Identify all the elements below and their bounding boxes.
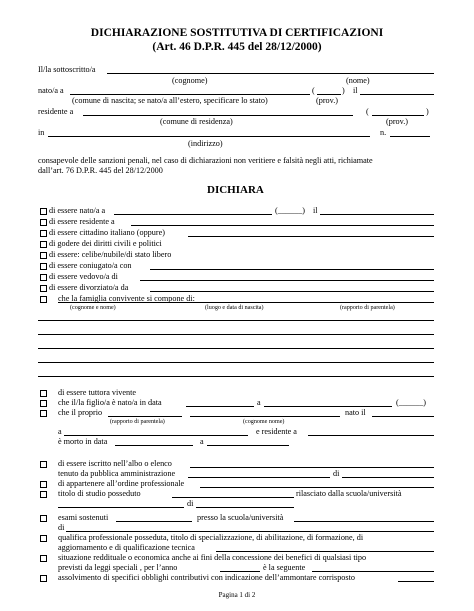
cognome-nome-caption: (cognome e nome) bbox=[70, 305, 116, 311]
comune-residenza-field[interactable] bbox=[83, 115, 353, 116]
figlio-luogo-field[interactable] bbox=[264, 406, 392, 407]
tenuto-di-label: di bbox=[333, 469, 340, 478]
celibe-label: di essere: celibe/nubile/di stato libero bbox=[49, 250, 172, 259]
checkbox-cittadino[interactable] bbox=[40, 230, 47, 237]
famiglia-row-1[interactable] bbox=[38, 320, 434, 321]
prov-nascita-field[interactable] bbox=[317, 94, 341, 95]
proprio-rapporto-field[interactable] bbox=[108, 416, 182, 417]
checkbox-famiglia[interactable] bbox=[40, 296, 47, 303]
assolvimento-label: assolvimento di specifici obblighi contributivi con indicazione dell’ammontare corrisposto bbox=[58, 573, 355, 582]
tenuto-di-field[interactable] bbox=[342, 477, 434, 478]
divorziato-field[interactable] bbox=[150, 291, 434, 292]
situazione-line-1: situazione reddituale o economica anche ai fini della concessione dei benefici di qualsiasi tipo bbox=[58, 553, 367, 562]
checkbox-esami[interactable] bbox=[40, 515, 47, 522]
titolo-di-label: di bbox=[187, 499, 194, 508]
vedovo-label: di essere vedovo/a di bbox=[49, 272, 118, 281]
il-label: il bbox=[353, 86, 358, 95]
checkbox-situazione[interactable] bbox=[40, 555, 47, 562]
prov-caption-2: (prov.) bbox=[386, 117, 408, 126]
diritti-label: di godere dei diritti civili e politici bbox=[49, 239, 162, 248]
checkbox-ordine[interactable] bbox=[40, 481, 47, 488]
vedovo-field[interactable] bbox=[140, 280, 434, 281]
qualifica-line-2: aggiornamento e di qualificazione tecnica bbox=[58, 543, 195, 552]
cittadino-field[interactable] bbox=[188, 236, 434, 237]
morto-label: è morto in data bbox=[58, 437, 108, 446]
ordine-label: di appartenere all’ordine professionale bbox=[58, 479, 185, 488]
coniugato-field[interactable] bbox=[150, 269, 434, 270]
famiglia-row-4[interactable] bbox=[38, 362, 434, 363]
residente-label: di essere residente a bbox=[49, 217, 115, 226]
checkbox-assolvimento[interactable] bbox=[40, 575, 47, 582]
checkbox-vivente[interactable] bbox=[40, 390, 47, 397]
morto-luogo-field[interactable] bbox=[207, 445, 289, 446]
sottoscritto-label: Il/la sottoscritto/a bbox=[38, 65, 96, 74]
famiglia-field-1[interactable] bbox=[58, 302, 434, 303]
prov-residenza-field[interactable] bbox=[372, 115, 424, 116]
document-subtitle: (Art. 46 D.P.R. 445 del 28/12/2000) bbox=[152, 41, 322, 53]
consapevole-line-1: consapevole delle sanzioni penali, nel caso di dichiarazioni non veritiere e falsità negli atti, richiamate bbox=[38, 156, 373, 165]
residente-a-label: residente a bbox=[38, 107, 74, 116]
vivente-label: di essere tuttora vivente bbox=[58, 388, 136, 397]
morto-a-label: a bbox=[200, 437, 204, 446]
paren-close: ) bbox=[342, 86, 345, 95]
nato-il-field[interactable] bbox=[320, 214, 434, 215]
famiglia-row-5[interactable] bbox=[38, 376, 434, 377]
morto-data-field[interactable] bbox=[115, 445, 193, 446]
rilasciato-label: rilasciato dalla scuola/università bbox=[296, 489, 402, 498]
nato-il-label-2: nato il bbox=[345, 408, 366, 417]
luogo-nascita-field[interactable] bbox=[70, 94, 310, 95]
divorziato-label: di essere divorziato/a da bbox=[49, 283, 129, 292]
checkbox-nato[interactable] bbox=[40, 208, 47, 215]
coniugato-label: di essere coniugato/a con bbox=[49, 261, 132, 270]
checkbox-divorziato[interactable] bbox=[40, 285, 47, 292]
scuola-di-field[interactable] bbox=[196, 507, 294, 508]
checkbox-proprio[interactable] bbox=[40, 410, 47, 417]
presso-label: presso la scuola/università bbox=[197, 513, 284, 522]
proprio-label: che il proprio bbox=[58, 408, 103, 417]
titolo-label: titolo di studio posseduto bbox=[58, 489, 141, 498]
checkbox-titolo[interactable] bbox=[40, 491, 47, 498]
prov-caption: (prov.) bbox=[316, 96, 338, 105]
albo-field[interactable] bbox=[190, 467, 434, 468]
e-residente-label: e residente a bbox=[256, 427, 297, 436]
residente-field[interactable] bbox=[131, 225, 434, 226]
checkbox-diritti[interactable] bbox=[40, 241, 47, 248]
scuola-field[interactable] bbox=[58, 507, 184, 508]
cognome-caption: (cognome) bbox=[172, 76, 208, 85]
albo-label: di essere iscritto nell’albo o elenco bbox=[58, 459, 172, 468]
sottoscritto-field[interactable] bbox=[107, 73, 434, 74]
titolo-field[interactable] bbox=[172, 497, 294, 498]
checkbox-coniugato[interactable] bbox=[40, 263, 47, 270]
paren-open: ( bbox=[312, 86, 315, 95]
figlio-a-label: a bbox=[257, 398, 261, 407]
a-label: a bbox=[58, 427, 62, 436]
dichiara-heading: DICHIARA bbox=[207, 184, 264, 196]
qualifica-line-1: qualifica professionale posseduta, titolo di specializzazione, di abilitazione, di formazione, di bbox=[58, 533, 364, 542]
numero-label: n. bbox=[380, 128, 387, 137]
luogo-data-caption: (luogo e data di nascita) bbox=[205, 305, 264, 311]
esami-di-field[interactable] bbox=[66, 531, 434, 532]
esami-label: esami sostenuti bbox=[58, 513, 109, 522]
indirizzo-caption: (indirizzo) bbox=[188, 139, 223, 148]
esami-di-label: di bbox=[58, 523, 65, 532]
checkbox-celibe[interactable] bbox=[40, 252, 47, 259]
nome-caption: (nome) bbox=[346, 76, 370, 85]
checkbox-albo[interactable] bbox=[40, 461, 47, 468]
indirizzo-field[interactable] bbox=[48, 136, 370, 137]
proprio-residenza-field[interactable] bbox=[308, 435, 434, 436]
checkbox-vedovo[interactable] bbox=[40, 274, 47, 281]
esami-field[interactable] bbox=[116, 521, 192, 522]
rapporto-parentela-caption: (rapporto di parentela) bbox=[110, 419, 165, 425]
figlio-data-field[interactable] bbox=[186, 406, 254, 407]
paren-close-2: ) bbox=[426, 107, 429, 116]
nato-il-label: il bbox=[313, 206, 318, 215]
famiglia-row-2[interactable] bbox=[38, 334, 434, 335]
page-number: Pagina 1 di 2 bbox=[218, 591, 256, 599]
qualifica-field[interactable] bbox=[216, 551, 434, 552]
nato-a-label: nato/a a bbox=[38, 86, 64, 95]
tenuto-field[interactable] bbox=[188, 477, 330, 478]
comune-nascita-caption: (comune di nascita; se nato/a all’estero, specificare lo stato) bbox=[72, 96, 268, 105]
document-title: DICHIARAZIONE SOSTITUTIVA DI CERTIFICAZIONI bbox=[90, 27, 384, 39]
proprio-nome-field[interactable] bbox=[190, 416, 340, 417]
checkbox-qualifica[interactable] bbox=[40, 535, 47, 542]
seguente-field[interactable] bbox=[312, 571, 434, 572]
nato-label: di essere nato/a a bbox=[49, 206, 106, 215]
figlio-prov: (______) bbox=[396, 398, 427, 407]
assolvimento-field[interactable] bbox=[398, 581, 434, 582]
rapporto-caption: (rapporto di parentela) bbox=[340, 305, 395, 311]
paren-open-2: ( bbox=[366, 107, 369, 116]
nato-field[interactable] bbox=[114, 214, 272, 215]
data-nascita-field[interactable] bbox=[360, 94, 434, 95]
checkbox-residente[interactable] bbox=[40, 219, 47, 226]
cognome-nome-caption-2: (cognome nome) bbox=[243, 419, 285, 425]
cittadino-label: di essere cittadino italiano (oppure) bbox=[49, 228, 165, 237]
consapevole-line-2: dall’art. 76 D.P.R. 445 del 28/12/2000 bbox=[38, 166, 163, 175]
presso-field[interactable] bbox=[294, 521, 434, 522]
numero-civico-field[interactable] bbox=[390, 136, 430, 137]
famiglia-label: che la famiglia convivente si compone di: bbox=[58, 294, 195, 303]
in-label: in bbox=[38, 128, 45, 137]
checkbox-figlio[interactable] bbox=[40, 400, 47, 407]
comune-residenza-caption: (comune di residenza) bbox=[160, 117, 233, 126]
seguente-label: è la seguente bbox=[263, 563, 306, 572]
ordine-field[interactable] bbox=[200, 487, 434, 488]
proprio-luogo-field[interactable] bbox=[64, 435, 248, 436]
situazione-line-2: previsti da leggi speciali , per l’anno bbox=[58, 563, 178, 572]
famiglia-row-3[interactable] bbox=[38, 348, 434, 349]
nato-prov: (______) bbox=[275, 206, 306, 215]
proprio-data-field[interactable] bbox=[372, 416, 434, 417]
tenuto-label: tenuto da pubblica amministrazione bbox=[58, 469, 176, 478]
anno-field[interactable] bbox=[220, 571, 260, 572]
figlio-label: che il/la figlio/a è nato/a in data bbox=[58, 398, 162, 407]
